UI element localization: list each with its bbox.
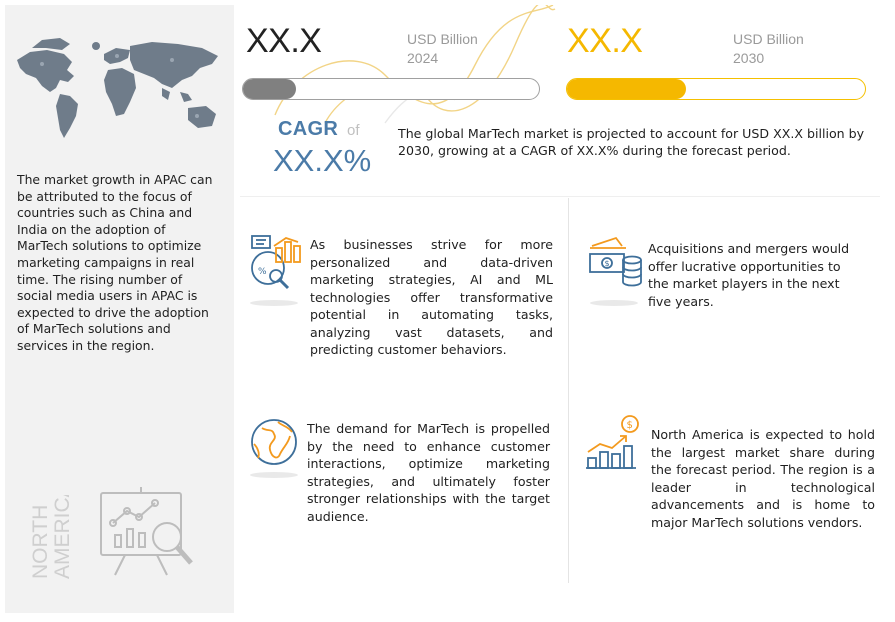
market-value-start: XX.X [246, 22, 322, 60]
card-acquisitions-text: Acquisitions and mergers would offer lucrative opportunities to the market players in the next five years. [648, 241, 850, 309]
market-summary: The global MarTech market is projected to account for USD XX.X billion by 2030, growing at a CAGR of XX.X% during the forecast period. [398, 126, 865, 158]
market-year-end: 2030 [733, 50, 765, 66]
presentation-analytics-icon [95, 485, 205, 580]
svg-text:$: $ [626, 420, 633, 431]
progress-fill-start [243, 79, 296, 99]
icon-shadow [250, 472, 298, 478]
progress-bar-end [566, 78, 866, 100]
svg-text:$: $ [604, 259, 610, 268]
money-stack-icon [586, 234, 644, 298]
market-year-start: 2024 [407, 50, 439, 66]
market-unit-start: USD Billion [407, 31, 478, 47]
cagr-of: of [347, 122, 360, 139]
region-label-line1: NORTH [29, 504, 52, 579]
apac-insight-text: The market growth in APAC can be attributed to the focus of countries such as China and India on the adoption of MarTech solutions to optimize marketing campaigns in real time. The rising number of social media users in APAC is expected to drive the adoption of MarTech solutions and services in the region. [17, 172, 213, 353]
progress-bar-start [242, 78, 540, 100]
icon-shadow [250, 300, 298, 306]
card-ai-ml-text: As businesses strive for more personalized and data-driven marketing strategies, AI and ML technologies offer transformative potential in automating tasks, analyzing vast datasets, and predicting customer behaviors. [310, 237, 553, 357]
card-north-america-text: North America is expected to hold the largest market share during the forecast period. The region is a leader in technological advancements and is home to major MarTech solutions vendors. [651, 427, 875, 530]
region-label-line2: AMERICA [51, 495, 74, 579]
icon-shadow [590, 300, 638, 306]
market-unit-end: USD Billion [733, 31, 804, 47]
world-map-icon [12, 30, 227, 150]
section-divider [240, 196, 880, 197]
growth-chart-icon [584, 414, 642, 478]
globe-icon [248, 414, 306, 478]
cagr-label: CAGR [278, 118, 339, 140]
card-demand-text: The demand for MarTech is propelled by the need to enhance customer interactions, optimize marketing strategies, and ultimately foster stronger relationships with the target audience. [307, 421, 550, 524]
column-divider [568, 198, 569, 583]
svg-text:%: % [258, 267, 267, 277]
cagr-value: XX.X% [273, 143, 372, 178]
market-value-end: XX.X [567, 22, 643, 60]
progress-fill-end [567, 79, 686, 99]
region-label-north-america [14, 495, 84, 585]
analytics-dashboard-icon [248, 234, 306, 298]
